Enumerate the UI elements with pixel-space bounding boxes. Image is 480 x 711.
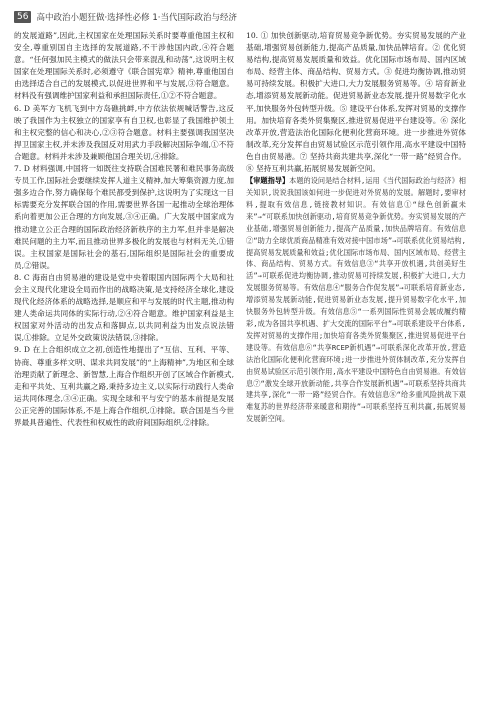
answer-paragraph: 的发展道路”,因此,主权国家在处理国际关系时要尊重他国主权和安全,尊重别国自主选择的发展道路,不干涉他国内政,④符合题意。“任何强加民主模式的做法只会带来混乱和动荡”,这说明主权国家在处理国际关系时,必须遵守《联合国宪章》精神,尊重他国自由选择适合自己的发展模式,以促进世界和平与发展,③符合题意。材料没有强调维护国家利益和承担国际责任,①②不符合题意。 — [14, 31, 234, 101]
running-title: 高中政治小题狂做·选择性必修 1·当代国际政治与经济 — [36, 13, 237, 23]
left-column — [14, 30, 234, 429]
answer-paragraph: 9. D 在上合组织成立之初,创造性地提出了“互信、互利、平等、协商、尊重多样文明、谋求共同发展”的“上海精神”,为地区和全球治理贡献了新理念、新智慧,上海合作组织开创了区域合作新模式,走和平共处、互利共赢之路,秉持多边主义,以实际行动践行人类命运共同体理念,③④正确。实现全球和平与安宁的基本前提是发展公正完善的国际体系,不是上海合作组织,①排除。联合国是当今世界最具普遍性、代表性和权威性的政府间国际组织,②排除。 — [14, 345, 234, 427]
answer-paragraph: 8. C 海南自由贸易港的建设是党中央着眼国内国际两个大局和社会主义现代化建设全局而作出的战略决策,是支持经济全球化,建设现代化经济体系的战略选择,是顺应和平与发展的时代主题,推动构建人类命运共同体的实际行动,②④符合题意。维护国家利益是主权国家对外活动的出发点和落脚点,以共同利益为出发点说法错误,①排除。立足外交政策说法错误,③排除。 — [14, 272, 234, 343]
right-column — [246, 30, 466, 425]
answer-paragraph: 7. D 材料强调,中国将一如既往支持联合国难民署和难民事务高级专员工作,国际社会要继续发挥人道主义精神,加大筹集资源力度,加强多边合作,努力确保每个难民都受到保护,这说明为了实现这一目标需要充分发挥联合国的作用,需要世界各国一起推动全球治理体系向着更加公正合理的方向发展,③④正确。广大发展中国家成为推动建立公正合理的国际政治经济新秩序的主力军,但并非是解决难民问题的主力军,而且推动世界多极化的发展也与材料无关,①错误。主权国家是国际社会的基石,国际组织是国际社会的重要成员,②错误。 — [14, 164, 234, 270]
answer-paragraph: 6. D 美军方飞机飞到中方岛礁挑衅,中方依法依规喊话警告,这反映了我国作为主权独立的国家享有自卫权,也彰显了我国维护领土和主权完整的信心和决心,②③符合题意。材料主要强调我国坚决捍卫国家主权,并未涉及我国反对用武力手段解决国际争端,①不符合题意。材料并未涉及兼顾他国合理关切,④排除。 — [14, 103, 234, 161]
analysis-label: 【审题指导】 — [246, 176, 290, 186]
page-header — [14, 10, 466, 24]
analysis-text: 本题的设问是结合材料,运用《当代国际政治与经济》相关知识,说说我国该如何进一步促进对外贸易的发展。解题时,要审材料,提取有效信息,链接教材知识。有效信息①“绿色创新赢未来”→“可联系加快创新驱动,培育贸易竞争新优势。夯实贸易发展的产业基础,增强贸易创新能力,提高产品质量,加快品牌培育。有效信息②“助力全球优质商品精准有效对接中国市场”→可联系优化贸易结构,提高贸易发展质量和效益;优化国际市场布局、国内区域布局、经营主体、商品结构、贸易方式。有效信息③“共享开放机遇,共创美好生活”→可联系促进均衡协调,推动贸易可持续发展,积极扩大进口,大力发展服务贸易等。有效信息④“服务合作促发展”→可联系培育新业态,增添贸易发展新动能,促进贸易新业态发展,提升贸易数字化水平,加快服务外包转型升级。有效信息⑤“一系列国际性贸易会展成履约精彩,成为各国共享机遇、扩大交流的国际平台”→可联系建设平台体系,发挥对贸易的支撑作用;加快培育各类外贸集聚区,推进贸易促进平台建设等。有效信息⑥“共享RCEP新机遇”→可联系深化改革开放,营造法治化国际化便利化营商环境;进一步推进外贸体制改革,充分发挥自由贸易试验区示范引领作用,高水平建设中国特色自由贸易港。有效信息⑦“激发全球开放新动能,共享合作发展新机遇”→可联系坚持共商共建共享,深化“一带一路”经贸合作。有效信息⑧“给多重风险挑战下艰难复苏的世界经济带来暖意和期待”→可联系坚持互利共赢,拓展贸易发展新空间。 — [246, 176, 466, 424]
page-number: 56 — [14, 11, 31, 23]
analysis-section — [246, 175, 466, 425]
answer-paragraph: 10. ① 加快创新驱动,培育贸易竞争新优势。夯实贸易发展的产业基础,增强贸易创新能力,提高产品质量,加快品牌培育。② 优化贸易结构,提高贸易发展质量和效益。优化国际市场布局、国内区域布局、经营主体、商品结构、贸易方式。③ 促进均衡协调,推动贸易可持续发展。积极扩大进口,大力发展服务贸易等。④ 培育新业态,增添贸易发展新动能。促进贸易新业态发展,提升贸易数字化水平,加快服务外包转型升级。⑤ 建设平台体系,发挥对贸易的支撑作用。加快培育各类外贸集聚区,推进贸易促进平台建设等。⑥ 深化改革开放,营造法治化国际化便利化营商环境。进一步推进外贸体制改革,充分发挥自由贸易试验区示范引领作用,高水平建设中国特色自由贸易港。⑦ 坚持共商共建共享,深化“一带一路”经贸合作。⑧ 坚持互利共赢,拓展贸易发展新空间。 — [246, 31, 466, 174]
